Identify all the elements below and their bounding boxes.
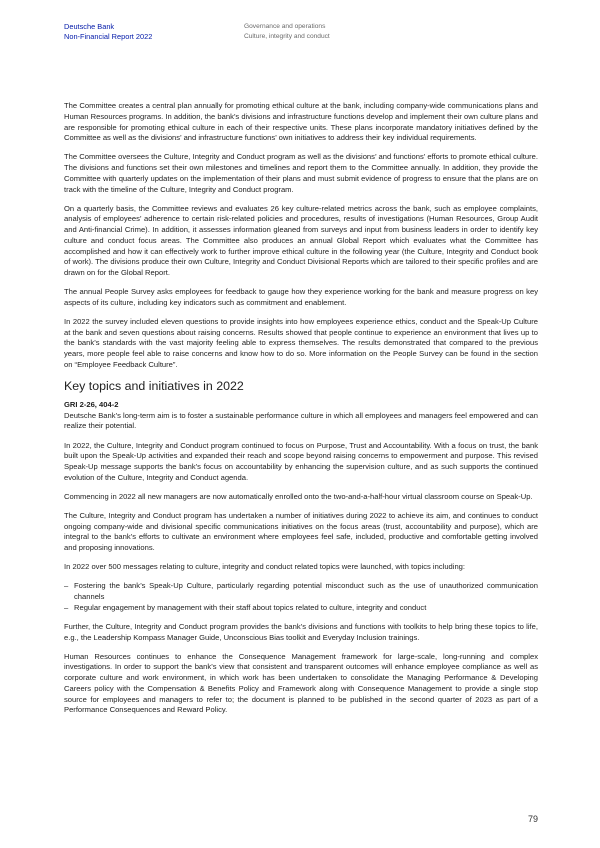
dash-bullet: – (64, 581, 69, 591)
paragraph-consequence-management: Human Resources continues to enhance the Consequence Management framework for large-scale, long-running and complex investigations. In order to support the bank’s view that consistent and transparent outcomes will enhance employee compliance as well as corporate culture and work environment, in which work has been undertaken to consolidate the Managing Performance & Developing Careers policy with the Compensation & Benefits Policy and Framework along with Consequence Management to provide a single stop source for employees and managers to refer to; the document is planned to be published in the second quarter of 2023 as part of a Performance Consequences and Reward Policy. (64, 651, 538, 715)
paragraph-central-plan: The Committee creates a central plan annually for promoting ethical culture at the bank, including company-wide communications plans and Human Resources programs. In addition, the bank’s divisions and infrastructure functions develop and implement their own culture plans and are responsible for promoting ethical culture in each of their respective units. These plans incorporate mandatory initiatives defined by the Committee as well as the divisions’ and infrastructure functions’ own initiatives to address their key individual requirements. (64, 101, 538, 143)
header-section (244, 22, 330, 41)
subsection-title: Culture, integrity and conduct (244, 32, 330, 40)
topics-list (64, 581, 538, 613)
list-item-text: Fostering the bank’s Speak-Up Culture, particularly regarding potential misconduct such as the use of unauthorized communication channels (74, 581, 538, 601)
paragraph-survey-2022: In 2022 the survey included eleven questions to provide insights into how employees experience ethics, conduct and the Speak-Up Culture at the bank and seven questions about raising concerns. Results showed that people continue to experience an environment that lives up to the bank’s standards with the vast majority feeling able to express themselves. The results demonstrated that compared to the previous years, more people feel able to raise concerns and know how to do so. More information on the People Survey can be found in the section on “Employee Feedback Culture”. (64, 316, 538, 369)
paragraph-initiatives: The Culture, Integrity and Conduct program has undertaken a number of initiatives during 2022 to achieve its aim, and continues to conduct ongoing company-wide and divisional specific communications initiatives on the focus areas (trust, accountability and purpose), which are integral to the bank’s efforts to cultivate an environment where employees feel safe, included, productive and comfortable getting involved and proposing innovations. (64, 510, 538, 553)
list-item-text: Regular engagement by management with their staff about topics related to culture, integrity and conduct (74, 602, 427, 612)
section-heading: Key topics and initiatives in 2022 (64, 378, 244, 393)
list-item (64, 603, 538, 614)
report-title: Non-Financial Report 2022 (64, 31, 153, 41)
page-number: 79 (527, 814, 538, 824)
paragraph-long-term-aim: Deutsche Bank’s long-term aim is to foster a sustainable performance culture in which all employees and managers feel empowered and can realize their potential. (64, 410, 538, 431)
company-name: Deutsche Bank (64, 22, 115, 31)
paragraph-toolkits: Further, the Culture, Integrity and Conduct program provides the bank’s divisions and functions with toolkits to help bring these topics to life, e.g., the Leadership Kompass Manager Guide, Unconscious Bias toolkit and Everyday Inclusion trainings. (64, 621, 538, 642)
paragraph-new-managers: Commencing in 2022 all new managers are now automatically enrolled onto the two-and-a-half-hour virtual classroom course on Speak-Up. (64, 491, 533, 501)
gri-reference: GRI 2-26, 404-2 (64, 399, 119, 409)
paragraph-program-focus: In 2022, the Culture, Integrity and Conduct program continued to focus on Purpose, Trust and Accountability. With a focus on trust, the bank built upon the Speak-Up activities and expanded their reach and scope beyond raising concerns to empowerment and purpose. This revised Speak-Up message supports the bank’s focus on accountability by enhancing the supervision culture, and as such supports the continued evolution of the Culture, Integrity and Conduct agenda. (64, 440, 538, 482)
body-content (64, 101, 538, 724)
paragraph-messages: In 2022 over 500 messages relating to culture, integrity and conduct related topics were launched, with topics including: (64, 562, 466, 572)
section-title: Governance and operations (244, 23, 326, 30)
list-item (64, 581, 538, 603)
paragraph-people-survey: The annual People Survey asks employees for feedback to gauge how they experience working for the bank and measure progress on key aspects of its culture, including key indicators such as commitment and enablement. (64, 287, 538, 307)
header-brand (64, 22, 152, 41)
paragraph-quarterly-review: On a quarterly basis, the Committee reviews and evaluates 26 key culture-related metrics across the bank, such as employee complaints, analysis of employees’ adherence to certain risk-related policies and procedures, results of investigations (Human Resources, Group Audit and Anti-financial Crime). In addition, it assesses information gleaned from surveys and input from business leaders in order to identify key culture and conduct focus areas. The Committee also produces an annual Global Report which evaluates what the Committee has accomplished and how it can effectively work to further improve ethical culture in the following year (the Culture, Integrity and Conduct book of work). The divisions produce their own Culture, Integrity and Conduct Divisional Reports which are tailored to their specific profiles and are drawn on for the Global Report. (64, 203, 538, 278)
paragraph-committee-oversight: The Committee oversees the Culture, Integrity and Conduct program as well as the divisions’ and functions’ efforts to promote ethical culture. The divisions and functions set their own milestones and timelines and report them to the Committee annually. In addition, they provide the Committee with quarterly updates on the implementation of their plans and must submit evidence of progress to ensure that the plans are on track with the timeline of the Culture, Integrity and Conduct program. (64, 152, 538, 194)
dash-bullet: – (64, 602, 69, 612)
